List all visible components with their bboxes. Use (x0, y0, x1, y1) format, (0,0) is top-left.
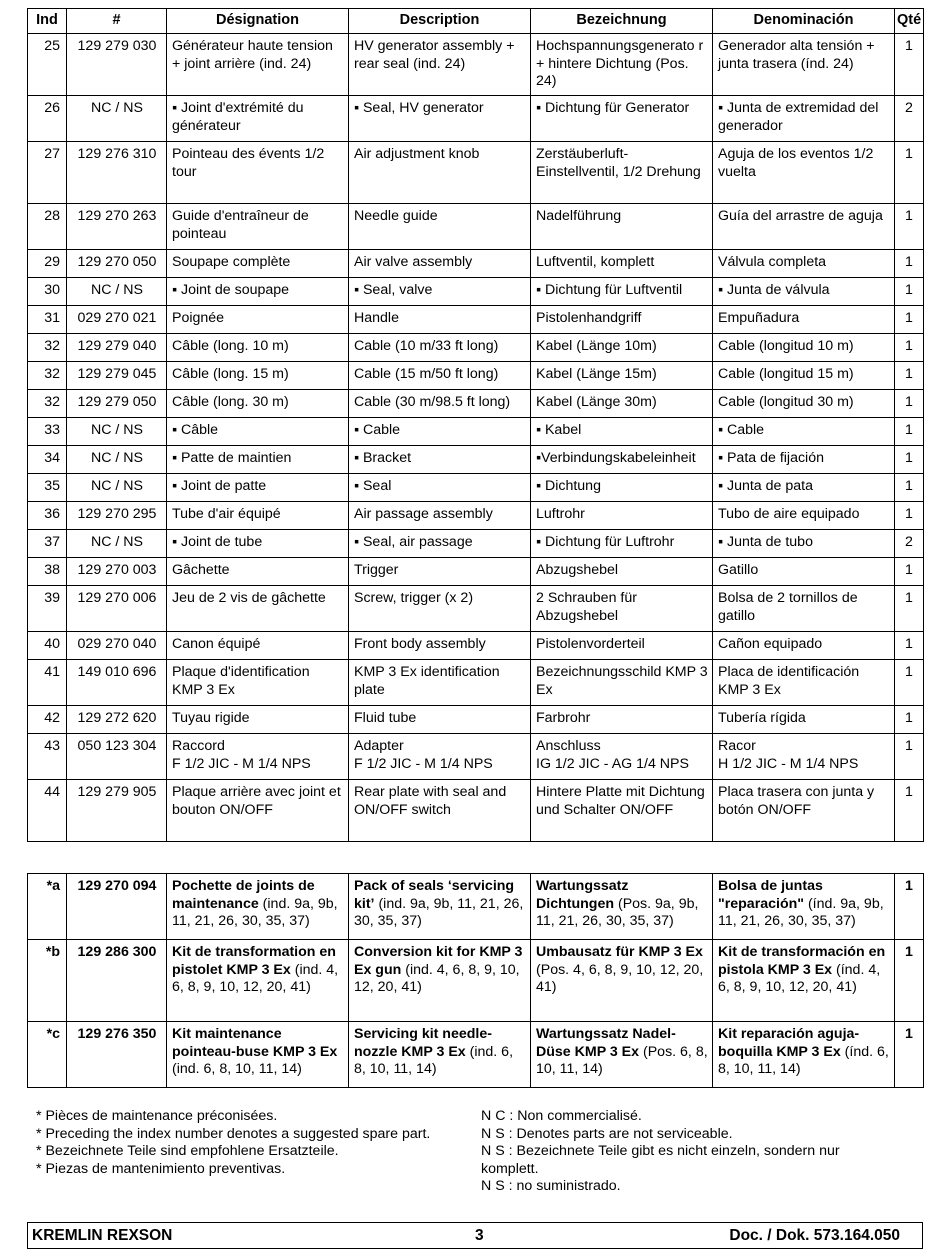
cell-qty: 1 (895, 586, 924, 632)
cell-part-number: NC / NS (67, 446, 167, 474)
cell-qty: 1 (895, 874, 924, 940)
table-row (28, 250, 924, 278)
header-qty: Qté (895, 9, 924, 34)
table-row (28, 278, 924, 306)
cell-qty: 1 (895, 558, 924, 586)
header-description: Description (349, 9, 531, 34)
cell-part-number: 129 270 006 (67, 586, 167, 632)
cell-qty: 1 (895, 660, 924, 706)
kit-name: Servicing kit needle-nozzle KMP 3 Ex (354, 1026, 492, 1060)
kit-row (28, 1022, 924, 1088)
cell-description: Needle guide (349, 204, 531, 250)
cell-denominacion: Aguja de los eventos 1/2 vuelta (713, 142, 895, 204)
cell-ind: 43 (28, 734, 67, 780)
cell-designation: Câble (long. 30 m) (167, 390, 349, 418)
header-ind: Ind (28, 9, 67, 34)
cell-designation: Raccord F 1/2 JIC - M 1/4 NPS (167, 734, 349, 780)
cell-denominacion: Placa trasera con junta y botón ON/OFF (713, 780, 895, 842)
kit-contents: (Pos. 4, 6, 8, 9, 10, 12, 20, 41) (536, 961, 704, 995)
kit-name: Bolsa de juntas "reparación" (718, 878, 823, 912)
cell-qty: 1 (895, 780, 924, 842)
cell-description: ▪ Seal, valve (349, 278, 531, 306)
cell-ind: 32 (28, 362, 67, 390)
cell-designation: ▪ Joint d'extrémité du générateur (167, 96, 349, 142)
cell-denominacion: Tubo de aire equipado (713, 502, 895, 530)
cell-qty: 1 (895, 390, 924, 418)
cell-designation: Tube d'air équipé (167, 502, 349, 530)
kit-contents: (ind. 6, 8, 10, 11, 14) (172, 1061, 302, 1077)
cell-part-number: 129 276 310 (67, 142, 167, 204)
cell-kit-es (713, 940, 895, 1022)
cell-qty: 1 (895, 334, 924, 362)
cell-ind: 32 (28, 390, 67, 418)
cell-denominacion: ▪ Junta de pata (713, 474, 895, 502)
table-row (28, 558, 924, 586)
cell-bezeichnung: Hochspannungsgenerato r + hintere Dichtung (Pos. 24) (531, 34, 713, 96)
cell-designation: Jeu de 2 vis de gâchette (167, 586, 349, 632)
cell-designation: ▪ Câble (167, 418, 349, 446)
table-row (28, 418, 924, 446)
cell-ind: 35 (28, 474, 67, 502)
cell-description: Adapter F 1/2 JIC - M 1/4 NPS (349, 734, 531, 780)
cell-qty: 1 (895, 632, 924, 660)
cell-kit-fr (167, 874, 349, 940)
kit-name: Pack of seals ‘servicing kit’ (354, 878, 515, 912)
cell-part-number: 129 270 263 (67, 204, 167, 250)
table-row (28, 706, 924, 734)
cell-denominacion: Racor H 1/2 JIC - M 1/4 NPS (713, 734, 895, 780)
cell-designation: Canon équipé (167, 632, 349, 660)
cell-description: Front body assembly (349, 632, 531, 660)
cell-kit-es (713, 1022, 895, 1088)
table-row (28, 632, 924, 660)
cell-description: Cable (10 m/33 ft long) (349, 334, 531, 362)
cell-part-number: 129 270 094 (67, 874, 167, 940)
cell-ind: 39 (28, 586, 67, 632)
note-line: N S : no suministrado. (481, 1178, 621, 1194)
cell-ind: 30 (28, 278, 67, 306)
cell-kit-fr (167, 1022, 349, 1088)
cell-bezeichnung: Kabel (Länge 30m) (531, 390, 713, 418)
table-row (28, 530, 924, 558)
cell-bezeichnung: Bezeichnungsschild KMP 3 Ex (531, 660, 713, 706)
cell-bezeichnung: ▪ Dichtung für Luftventil (531, 278, 713, 306)
table-row (28, 446, 924, 474)
cell-ind: 31 (28, 306, 67, 334)
kit-name: Conversion kit for KMP 3 Ex gun (354, 944, 523, 978)
cell-bezeichnung: ▪ Dichtung (531, 474, 713, 502)
kits-table (27, 873, 924, 1088)
table-row (28, 390, 924, 418)
cell-qty: 1 (895, 446, 924, 474)
cell-qty: 1 (895, 474, 924, 502)
cell-bezeichnung: Kabel (Länge 15m) (531, 362, 713, 390)
cell-ind: 29 (28, 250, 67, 278)
cell-part-number: 029 270 021 (67, 306, 167, 334)
cell-qty: 2 (895, 96, 924, 142)
cell-ind: *c (28, 1022, 67, 1088)
cell-denominacion: Válvula completa (713, 250, 895, 278)
note-line: N S : Bezeichnete Teile gibt es nicht einzeln, sondern nur komplett. (481, 1143, 840, 1177)
cell-denominacion: Generador alta tensión + junta trasera (índ. 24) (713, 34, 895, 96)
cell-part-number: 029 270 040 (67, 632, 167, 660)
cell-denominacion: ▪ Junta de extremidad del generador (713, 96, 895, 142)
cell-denominacion: Cable (longitud 15 m) (713, 362, 895, 390)
cell-ind: *b (28, 940, 67, 1022)
company-name: KREMLIN REXSON (32, 1227, 173, 1244)
cell-qty: 1 (895, 362, 924, 390)
table-row (28, 734, 924, 780)
cell-qty: 1 (895, 306, 924, 334)
cell-part-number: 050 123 304 (67, 734, 167, 780)
cell-description: Cable (15 m/50 ft long) (349, 362, 531, 390)
cell-denominacion: Tubería rígida (713, 706, 895, 734)
cell-ind: 34 (28, 446, 67, 474)
cell-denominacion: ▪ Junta de tubo (713, 530, 895, 558)
kit-name: Wartungssatz Nadel-Düse KMP 3 Ex (536, 1026, 676, 1060)
cell-bezeichnung: Luftrohr (531, 502, 713, 530)
cell-description: Cable (30 m/98.5 ft long) (349, 390, 531, 418)
cell-kit-es (713, 874, 895, 940)
cell-denominacion: Cable (longitud 10 m) (713, 334, 895, 362)
cell-bezeichnung: 2 Schrauben für Abzugshebel (531, 586, 713, 632)
parts-table (27, 8, 924, 842)
kit-name: Kit maintenance pointeau-buse KMP 3 Ex (172, 1026, 338, 1060)
kit-name: Umbausatz für KMP 3 Ex (536, 944, 703, 960)
table-row (28, 362, 924, 390)
cell-kit-fr (167, 940, 349, 1022)
cell-qty: 1 (895, 142, 924, 204)
cell-bezeichnung: Abzugshebel (531, 558, 713, 586)
cell-denominacion: ▪ Junta de válvula (713, 278, 895, 306)
cell-denominacion: Guía del arrastre de aguja (713, 204, 895, 250)
cell-designation: ▪ Joint de tube (167, 530, 349, 558)
cell-designation: ▪ Joint de patte (167, 474, 349, 502)
cell-ind: 32 (28, 334, 67, 362)
cell-part-number: 129 272 620 (67, 706, 167, 734)
cell-denominacion: Bolsa de 2 tornillos de gatillo (713, 586, 895, 632)
table-row (28, 502, 924, 530)
cell-ind: 40 (28, 632, 67, 660)
note-line: * Preceding the index number denotes a suggested spare part. (36, 1125, 431, 1142)
cell-part-number: 129 276 350 (67, 1022, 167, 1088)
cell-kit-en (349, 940, 531, 1022)
cell-denominacion: Cañon equipado (713, 632, 895, 660)
cell-description: KMP 3 Ex identification plate (349, 660, 531, 706)
cell-description: Screw, trigger (x 2) (349, 586, 531, 632)
cell-qty: 1 (895, 502, 924, 530)
cell-designation: Tuyau rigide (167, 706, 349, 734)
note-line: * Pièces de maintenance préconisées. (36, 1108, 278, 1124)
cell-qty: 1 (895, 250, 924, 278)
cell-ind: 42 (28, 706, 67, 734)
cell-designation: ▪ Patte de maintien (167, 446, 349, 474)
kit-contents: (índ. 9a, 9b, 11, 21, 26, 30, 35, 37) (718, 895, 884, 929)
cell-description: Air adjustment knob (349, 142, 531, 204)
cell-designation: Générateur haute tension + joint arrière (ind. 24) (167, 34, 349, 96)
cell-part-number: NC / NS (67, 530, 167, 558)
cell-designation: Gâchette (167, 558, 349, 586)
cell-kit-de (531, 940, 713, 1022)
cell-denominacion: Empuñadura (713, 306, 895, 334)
cell-designation: Câble (long. 10 m) (167, 334, 349, 362)
kit-contents: (ind. 4, 6, 8, 9, 10, 12, 20, 41) (172, 961, 339, 995)
cell-part-number: 129 279 040 (67, 334, 167, 362)
cell-part-number: 129 270 295 (67, 502, 167, 530)
cell-part-number: 129 279 905 (67, 780, 167, 842)
table-row (28, 96, 924, 142)
cell-ind: 26 (28, 96, 67, 142)
cell-bezeichnung: Pistolenhandgriff (531, 306, 713, 334)
kit-name: Kit de transformation en pistolet KMP 3 Ex (172, 944, 336, 978)
cell-description: HV generator assembly + rear seal (ind. 24) (349, 34, 531, 96)
cell-part-number: NC / NS (67, 474, 167, 502)
cell-designation: Pointeau des évents 1/2 tour (167, 142, 349, 204)
cell-bezeichnung: Zerstäuberluft-Einstellventil, 1/2 Drehung (531, 142, 713, 204)
cell-qty: 1 (895, 34, 924, 96)
cell-ind: 28 (28, 204, 67, 250)
cell-denominacion: ▪ Pata de fijación (713, 446, 895, 474)
cell-bezeichnung: ▪ Kabel (531, 418, 713, 446)
cell-kit-en (349, 874, 531, 940)
cell-description: Air valve assembly (349, 250, 531, 278)
kit-contents: (índ. 4, 6, 8, 9, 10, 12, 20, 41) (718, 961, 881, 995)
cell-ind: 33 (28, 418, 67, 446)
table-row (28, 334, 924, 362)
cell-bezeichnung: Farbrohr (531, 706, 713, 734)
header-num: # (67, 9, 167, 34)
kit-name: Kit reparación aguja-boquilla KMP 3 Ex (718, 1026, 860, 1060)
cell-designation: Soupape complète (167, 250, 349, 278)
cell-part-number: 149 010 696 (67, 660, 167, 706)
table-row (28, 306, 924, 334)
cell-part-number: 129 279 045 (67, 362, 167, 390)
cell-ind: 25 (28, 34, 67, 96)
note-line: * Piezas de mantenimiento preventivas. (36, 1160, 286, 1177)
cell-qty: 1 (895, 734, 924, 780)
table-row (28, 780, 924, 842)
cell-kit-de (531, 874, 713, 940)
table-header-row (28, 9, 924, 34)
note-line: * Bezeichnete Teile sind empfohlene Ersatzteile. (36, 1143, 339, 1159)
kit-contents: (índ. 6, 8, 10, 11, 14) (718, 1043, 889, 1077)
cell-bezeichnung: Pistolenvorderteil (531, 632, 713, 660)
table-row (28, 660, 924, 706)
cell-description: ▪ Seal, air passage (349, 530, 531, 558)
cell-part-number: NC / NS (67, 96, 167, 142)
kit-contents: (ind. 4, 6, 8, 9, 10, 12, 20, 41) (354, 961, 520, 995)
kit-contents: (ind. 9a, 9b, 11, 21, 26, 30, 35, 37) (172, 895, 338, 929)
cell-description: ▪ Seal, HV generator (349, 96, 531, 142)
header-bezeichnung: Bezeichnung (531, 9, 713, 34)
cell-designation: Plaque d'identification KMP 3 Ex (167, 660, 349, 706)
ns-notes (481, 1108, 901, 1196)
cell-part-number: 129 279 050 (67, 390, 167, 418)
kit-contents: (ind. 6, 8, 10, 11, 14) (354, 1043, 514, 1077)
cell-description: Rear plate with seal and ON/OFF switch (349, 780, 531, 842)
cell-bezeichnung: Anschluss IG 1/2 JIC - AG 1/4 NPS (531, 734, 713, 780)
cell-designation: Câble (long. 15 m) (167, 362, 349, 390)
spare-part-notes (36, 1108, 476, 1178)
kit-row (28, 874, 924, 940)
table-row (28, 474, 924, 502)
cell-bezeichnung: ▪ Dichtung für Generator (531, 96, 713, 142)
cell-part-number: 129 270 050 (67, 250, 167, 278)
kit-name: Wartungssatz Dichtungen (536, 878, 629, 912)
cell-ind: 27 (28, 142, 67, 204)
cell-designation: ▪ Joint de soupape (167, 278, 349, 306)
note-line: N C : Non commercialisé. (481, 1108, 642, 1124)
kit-contents: (ind. 9a, 9b, 11, 21, 26, 30, 35, 37) (354, 895, 524, 929)
cell-description: Handle (349, 306, 531, 334)
cell-qty: 1 (895, 940, 924, 1022)
cell-ind: 44 (28, 780, 67, 842)
kit-contents: (Pos. 9a, 9b, 11, 21, 26, 30, 35, 37) (536, 895, 699, 929)
cell-ind: 41 (28, 660, 67, 706)
cell-qty: 1 (895, 706, 924, 734)
cell-kit-en (349, 1022, 531, 1088)
cell-denominacion: Cable (longitud 30 m) (713, 390, 895, 418)
cell-denominacion: ▪ Cable (713, 418, 895, 446)
cell-kit-de (531, 1022, 713, 1088)
cell-designation: Plaque arrière avec joint et bouton ON/OFF (167, 780, 349, 842)
header-denominacion: Denominación (713, 9, 895, 34)
page-number: 3 (475, 1227, 484, 1244)
cell-denominacion: Placa de identificación KMP 3 Ex (713, 660, 895, 706)
cell-qty: 1 (895, 418, 924, 446)
cell-designation: Poignée (167, 306, 349, 334)
cell-designation: Guide d'entraîneur de pointeau (167, 204, 349, 250)
cell-description: Air passage assembly (349, 502, 531, 530)
cell-qty: 2 (895, 530, 924, 558)
cell-qty: 1 (895, 204, 924, 250)
cell-part-number: 129 270 003 (67, 558, 167, 586)
cell-part-number: 129 279 030 (67, 34, 167, 96)
table-row (28, 586, 924, 632)
cell-qty: 1 (895, 278, 924, 306)
cell-part-number: NC / NS (67, 278, 167, 306)
table-row (28, 34, 924, 96)
cell-bezeichnung: ▪Verbindungskabeleinheit (531, 446, 713, 474)
kit-name: Kit de transformación en pistola KMP 3 Ex (718, 944, 886, 978)
cell-bezeichnung: Nadelführung (531, 204, 713, 250)
cell-ind: *a (28, 874, 67, 940)
note-line: N S : Denotes parts are not serviceable. (481, 1125, 733, 1142)
cell-part-number: 129 286 300 (67, 940, 167, 1022)
table-row (28, 142, 924, 204)
document-number: Doc. / Dok. 573.164.050 (729, 1227, 900, 1244)
cell-part-number: NC / NS (67, 418, 167, 446)
cell-bezeichnung: Kabel (Länge 10m) (531, 334, 713, 362)
cell-bezeichnung: ▪ Dichtung für Luftrohr (531, 530, 713, 558)
cell-ind: 38 (28, 558, 67, 586)
cell-description: ▪ Bracket (349, 446, 531, 474)
kit-row (28, 940, 924, 1022)
cell-ind: 37 (28, 530, 67, 558)
cell-description: ▪ Seal (349, 474, 531, 502)
cell-qty: 1 (895, 1022, 924, 1088)
header-designation: Désignation (167, 9, 349, 34)
cell-denominacion: Gatillo (713, 558, 895, 586)
kit-contents: (Pos. 6, 8, 10, 11, 14) (536, 1043, 708, 1077)
cell-description: Fluid tube (349, 706, 531, 734)
cell-ind: 36 (28, 502, 67, 530)
cell-description: ▪ Cable (349, 418, 531, 446)
cell-bezeichnung: Luftventil, komplett (531, 250, 713, 278)
kit-name: Pochette de joints de maintenance (172, 878, 315, 912)
cell-bezeichnung: Hintere Platte mit Dichtung und Schalter ON/OFF (531, 780, 713, 842)
page-footer (27, 1222, 923, 1249)
table-row (28, 204, 924, 250)
cell-description: Trigger (349, 558, 531, 586)
